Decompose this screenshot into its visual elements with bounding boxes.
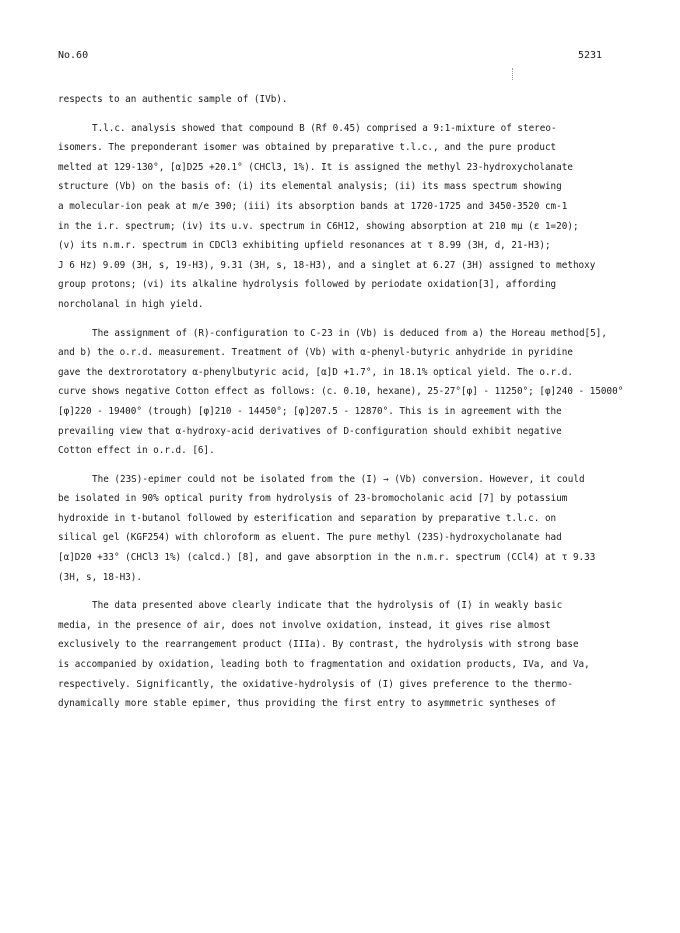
scan-mark xyxy=(512,68,514,80)
text-line: prevailing view that α-hydroxy-acid derivatives of D-configuration should exhibit negative xyxy=(58,425,562,437)
text-line: silical gel (KGF254) with chloroform as eluent. The pure methyl (23S)-hydroxycholanate had xyxy=(58,532,562,544)
text-line: [α]D20 +33° (CHCl3 1%) (calcd.) [8], and gave absorption in the n.m.r. spectrum (CCl4) at τ 9.33 xyxy=(58,552,596,564)
text-line: respectively. Significantly, the oxidative-hydrolysis of (I) gives preference to the thermo- xyxy=(58,678,573,690)
body-text xyxy=(58,90,638,723)
text-line: norcholanal in high yield. xyxy=(58,298,204,310)
text-line: The data presented above clearly indicate that the hydrolysis of (I) in weakly basic xyxy=(92,600,563,612)
text-line: in the i.r. spectrum; (iv) its u.v. spectrum in C6H12, showing absorption at 210 mμ (ε 1=20); xyxy=(58,220,579,232)
text-line: and b) the o.r.d. measurement. Treatment of (Vb) with α-phenyl-butyric anhydride in pyridine xyxy=(58,347,573,359)
text-line: dynamically more stable epimer, thus providing the first entry to asymmetric syntheses of xyxy=(58,698,557,710)
text-line: exclusively to the rearrangement product (IIIa). By contrast, the hydrolysis with strong base xyxy=(58,639,579,651)
text-line: be isolated in 90% optical purity from hydrolysis of 23-bromocholanic acid [7] by potassium xyxy=(58,493,568,505)
page-number: 5231 xyxy=(578,50,603,61)
text-line: isomers. The preponderant isomer was obtained by preparative t.l.c., and the pure product xyxy=(58,142,557,154)
paragraph xyxy=(58,119,638,315)
paragraph xyxy=(58,470,638,588)
text-line: (3H, s, 18-H3). xyxy=(58,571,142,583)
text-line: structure (Vb) on the basis of: (i) its elemental analysis; (ii) its mass spectrum showing xyxy=(58,181,562,193)
text-line: curve shows negative Cotton effect as follows: (c. 0.10, hexane), 25-27°[φ] - 11250°; [φ]240 - 15000° xyxy=(58,386,624,398)
text-line: gave the dextrorotatory α-phenylbutyric acid, [α]D +1.7°, in 18.1% optical yield. The o.r.d. xyxy=(58,366,573,378)
journal-issue-number: No.60 xyxy=(58,50,89,61)
text-line: media, in the presence of air, does not involve oxidation, instead, it gives rise almost xyxy=(58,619,551,631)
text-line: a molecular-ion peak at m/e 390; (iii) its absorption bands at 1720-1725 and 3450-3520 cm-1 xyxy=(58,200,568,212)
text-line: hydroxide in t-butanol followed by esterification and separation by preparative t.l.c. on xyxy=(58,512,557,524)
text-line: respects to an authentic sample of (IVb). xyxy=(58,94,288,105)
text-line: The assignment of (R)-configuration to C-23 in (Vb) is deduced from a) the Horeau method[5], xyxy=(92,327,607,339)
paragraph xyxy=(58,324,638,461)
paragraph xyxy=(58,90,638,110)
text-line: melted at 129-130°, [α]D25 +20.1° (CHCl3, 1%). It is assigned the methyl 23-hydroxycholanate xyxy=(58,161,573,173)
paragraph xyxy=(58,596,638,714)
text-line: [φ]220 - 19400° (trough) [φ]210 - 14450°; [φ]207.5 - 12870°. This is in agreement with the xyxy=(58,405,562,417)
text-line: J 6 Hz) 9.09 (3H, s, 19-H3), 9.31 (3H, s, 18-H3), and a singlet at 6.27 (3H) assigned to methoxy xyxy=(58,259,596,271)
text-line: T.l.c. analysis showed that compound B (Rf 0.45) comprised a 9:1-mixture of stereo- xyxy=(92,122,557,134)
text-line: group protons; (vi) its alkaline hydrolysis followed by periodate oxidation[3], affording xyxy=(58,279,557,291)
text-line: (v) its n.m.r. spectrum in CDCl3 exhibiting upfield resonances at τ 8.99 (3H, d, 21-H3); xyxy=(58,240,551,252)
text-line: Cotton effect in o.r.d. [6]. xyxy=(58,445,215,457)
text-line: The (23S)-epimer could not be isolated from the (I) → (Vb) conversion. However, it could xyxy=(92,473,585,485)
text-line: is accompanied by oxidation, leading both to fragmentation and oxidation products, IVa, and Va, xyxy=(58,659,590,671)
